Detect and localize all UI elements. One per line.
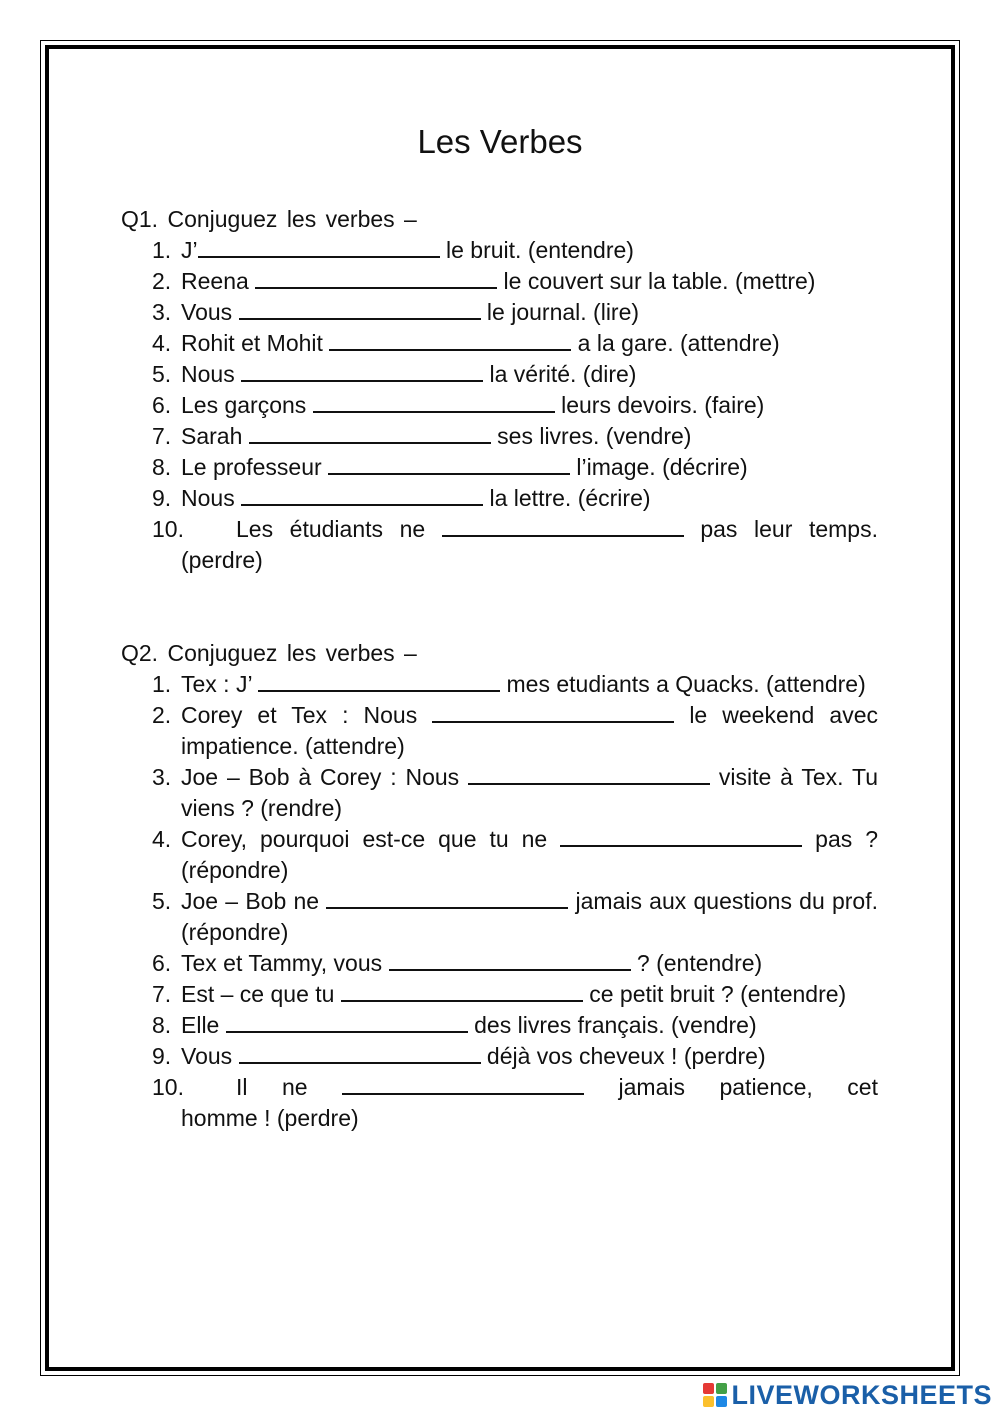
question-2-list	[152, 669, 878, 1134]
answer-blank[interactable]	[241, 484, 483, 506]
list-item: 8. Elle des livres français. (vendre)	[152, 1012, 757, 1038]
list-item: 5. Nous la vérité. (dire)	[152, 361, 637, 387]
answer-blank[interactable]	[342, 1073, 584, 1095]
list-item: 2. Corey et Tex : Nous le weekend avec impatience. (attendre)	[152, 702, 878, 759]
answer-blank[interactable]	[258, 670, 500, 692]
answer-blank[interactable]	[239, 298, 481, 320]
list-item: 4. Rohit et Mohit a la gare. (attendre)	[152, 330, 780, 356]
list-item: 9. Nous la lettre. (écrire)	[152, 485, 651, 511]
question-1-section	[121, 204, 878, 576]
list-item: 3. Joe – Bob à Corey : Nous visite à Tex. Tu viens ? (rendre)	[152, 764, 878, 821]
worksheet-title: Les Verbes	[417, 123, 583, 160]
list-item: 10. Il ne jamais patience, cet homme ! (perdre)	[152, 1074, 878, 1131]
list-item: 8. Le professeur l’image. (décrire)	[152, 454, 748, 480]
answer-blank[interactable]	[442, 515, 684, 537]
list-item: 6. Les garçons leurs devoirs. (faire)	[152, 392, 765, 418]
list-item: 1. Tex : J’ mes etudiants a Quacks. (attendre)	[152, 671, 866, 697]
list-item: 10. Les étudiants ne pas leur temps. (perdre)	[152, 516, 878, 573]
answer-blank[interactable]	[239, 1042, 481, 1064]
answer-blank[interactable]	[328, 453, 570, 475]
list-item: 6. Tex et Tammy, vous ? (entendre)	[152, 950, 763, 976]
logo-text: LIVEWORKSHEETS	[731, 1379, 992, 1410]
logo-square-yellow	[703, 1396, 714, 1407]
liveworksheets-logo[interactable]	[703, 1378, 992, 1412]
answer-blank[interactable]	[389, 949, 631, 971]
logo-square-blue	[716, 1396, 727, 1407]
list-item: 2. Reena le couvert sur la table. (mettre)	[152, 268, 816, 294]
logo-square-green	[716, 1383, 727, 1394]
answer-blank[interactable]	[226, 1011, 468, 1033]
list-item: 7. Est – ce que tu ce petit bruit ? (entendre)	[152, 981, 847, 1007]
question-2-section	[121, 638, 878, 1134]
answer-blank[interactable]	[468, 763, 710, 785]
answer-blank[interactable]	[432, 701, 674, 723]
list-item: 3. Vous le journal. (lire)	[152, 299, 640, 325]
answer-blank[interactable]	[560, 825, 802, 847]
logo-grid-icon	[703, 1383, 727, 1407]
list-item: 5. Joe – Bob ne jamais aux questions du prof. (répondre)	[152, 888, 878, 945]
answer-blank[interactable]	[326, 887, 568, 909]
question-2-heading: Q2. Conjuguez les verbes –	[121, 640, 417, 666]
answer-blank[interactable]	[241, 360, 483, 382]
question-1-list	[152, 235, 878, 576]
list-item: 7. Sarah ses livres. (vendre)	[152, 423, 692, 449]
answer-blank[interactable]	[329, 329, 571, 351]
list-item: 1. J’ le bruit. (entendre)	[152, 237, 634, 263]
list-item: 4. Corey, pourquoi est-ce que tu ne pas ? (répondre)	[152, 826, 878, 883]
question-1-heading: Q1. Conjuguez les verbes –	[121, 206, 417, 232]
answer-blank[interactable]	[341, 980, 583, 1002]
answer-blank[interactable]	[249, 422, 491, 444]
answer-blank[interactable]	[255, 267, 497, 289]
answer-blank[interactable]	[313, 391, 555, 413]
answer-blank[interactable]	[198, 236, 440, 258]
logo-square-red	[703, 1383, 714, 1394]
list-item: 9. Vous déjà vos cheveux ! (perdre)	[152, 1043, 766, 1069]
